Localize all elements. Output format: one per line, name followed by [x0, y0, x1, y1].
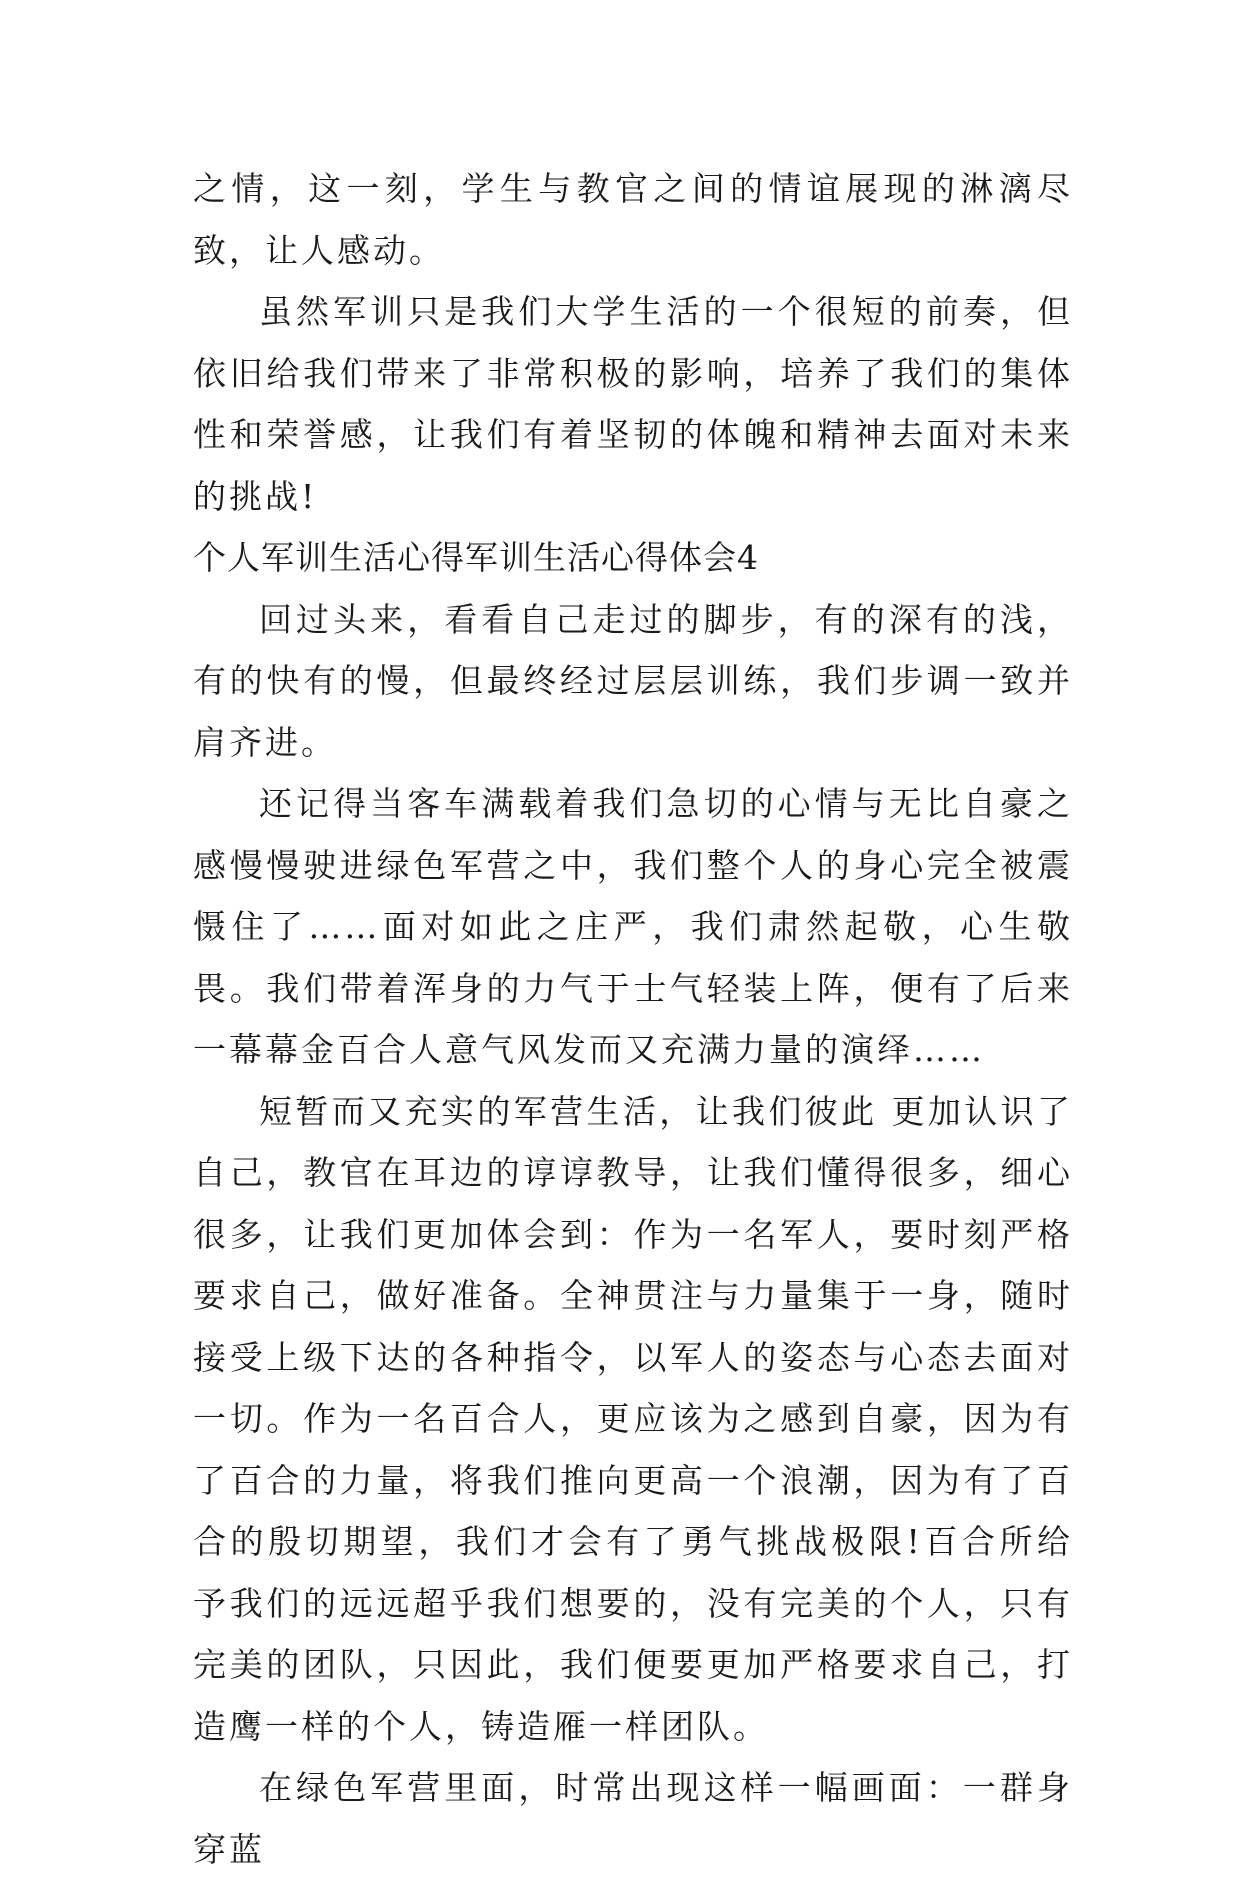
paragraph: 在绿色军营里面，时常出现这样一幅画面：一群身穿蓝 — [193, 1768, 1073, 1869]
document-body — [193, 158, 1073, 1880]
paragraph: 回过头来，看看自己走过的脚步，有的深有的浅，有的快有的慢，但最终经过层层训练，我们步调一致并肩齐进。 — [193, 599, 1073, 762]
paragraph: 短暂而又充实的军营生活，让我们彼此 更加认识了自己，教官在耳边的谆谆教导，让我们懂得很多，细心很多，让我们更加体会到：作为一名军人，要时刻严格要求自己，做好准备。全神贯注与力量集于一身，随时接受上级下达的各种指令，以军人的姿态与心态去面对一切。作为一名百合人，更应该为之感到自豪，因为有了百合的力量，将我们推向更高一个浪潮，因为有了百合的殷切期望，我们才会有了勇气挑战极限!百合所给予我们的远远超乎我们想要的，没有完美的个人，只有完美的团队，只因此，我们便要更加严格要求自己，打造鹰一样的个人，铸造雁一样团队。 — [193, 1091, 1073, 1746]
paragraph: 还记得当客车满载着我们急切的心情与无比自豪之感慢慢驶进绿色军营之中，我们整个人的身心完全被震慑住了……面对如此之庄严，我们肃然起敬，心生敬畏。我们带着浑身的力气于士气轻装上阵，便有了后来一幕幕金百合人意气风发而又充满力量的演绎…… — [193, 784, 1073, 1069]
paragraph: 虽然军训只是我们大学生活的一个很短的前奏，但依旧给我们带来了非常积极的影响，培养了我们的集体性和荣誉感，让我们有着坚韧的体魄和精神去面对未来的挑战! — [193, 292, 1073, 516]
section-heading: 个人军训生活心得军训生活心得体会4 — [193, 538, 759, 577]
paragraph-continuation: 之情，这一刻，学生与教官之间的情谊展现的淋漓尽致，让人感动。 — [193, 169, 1073, 270]
